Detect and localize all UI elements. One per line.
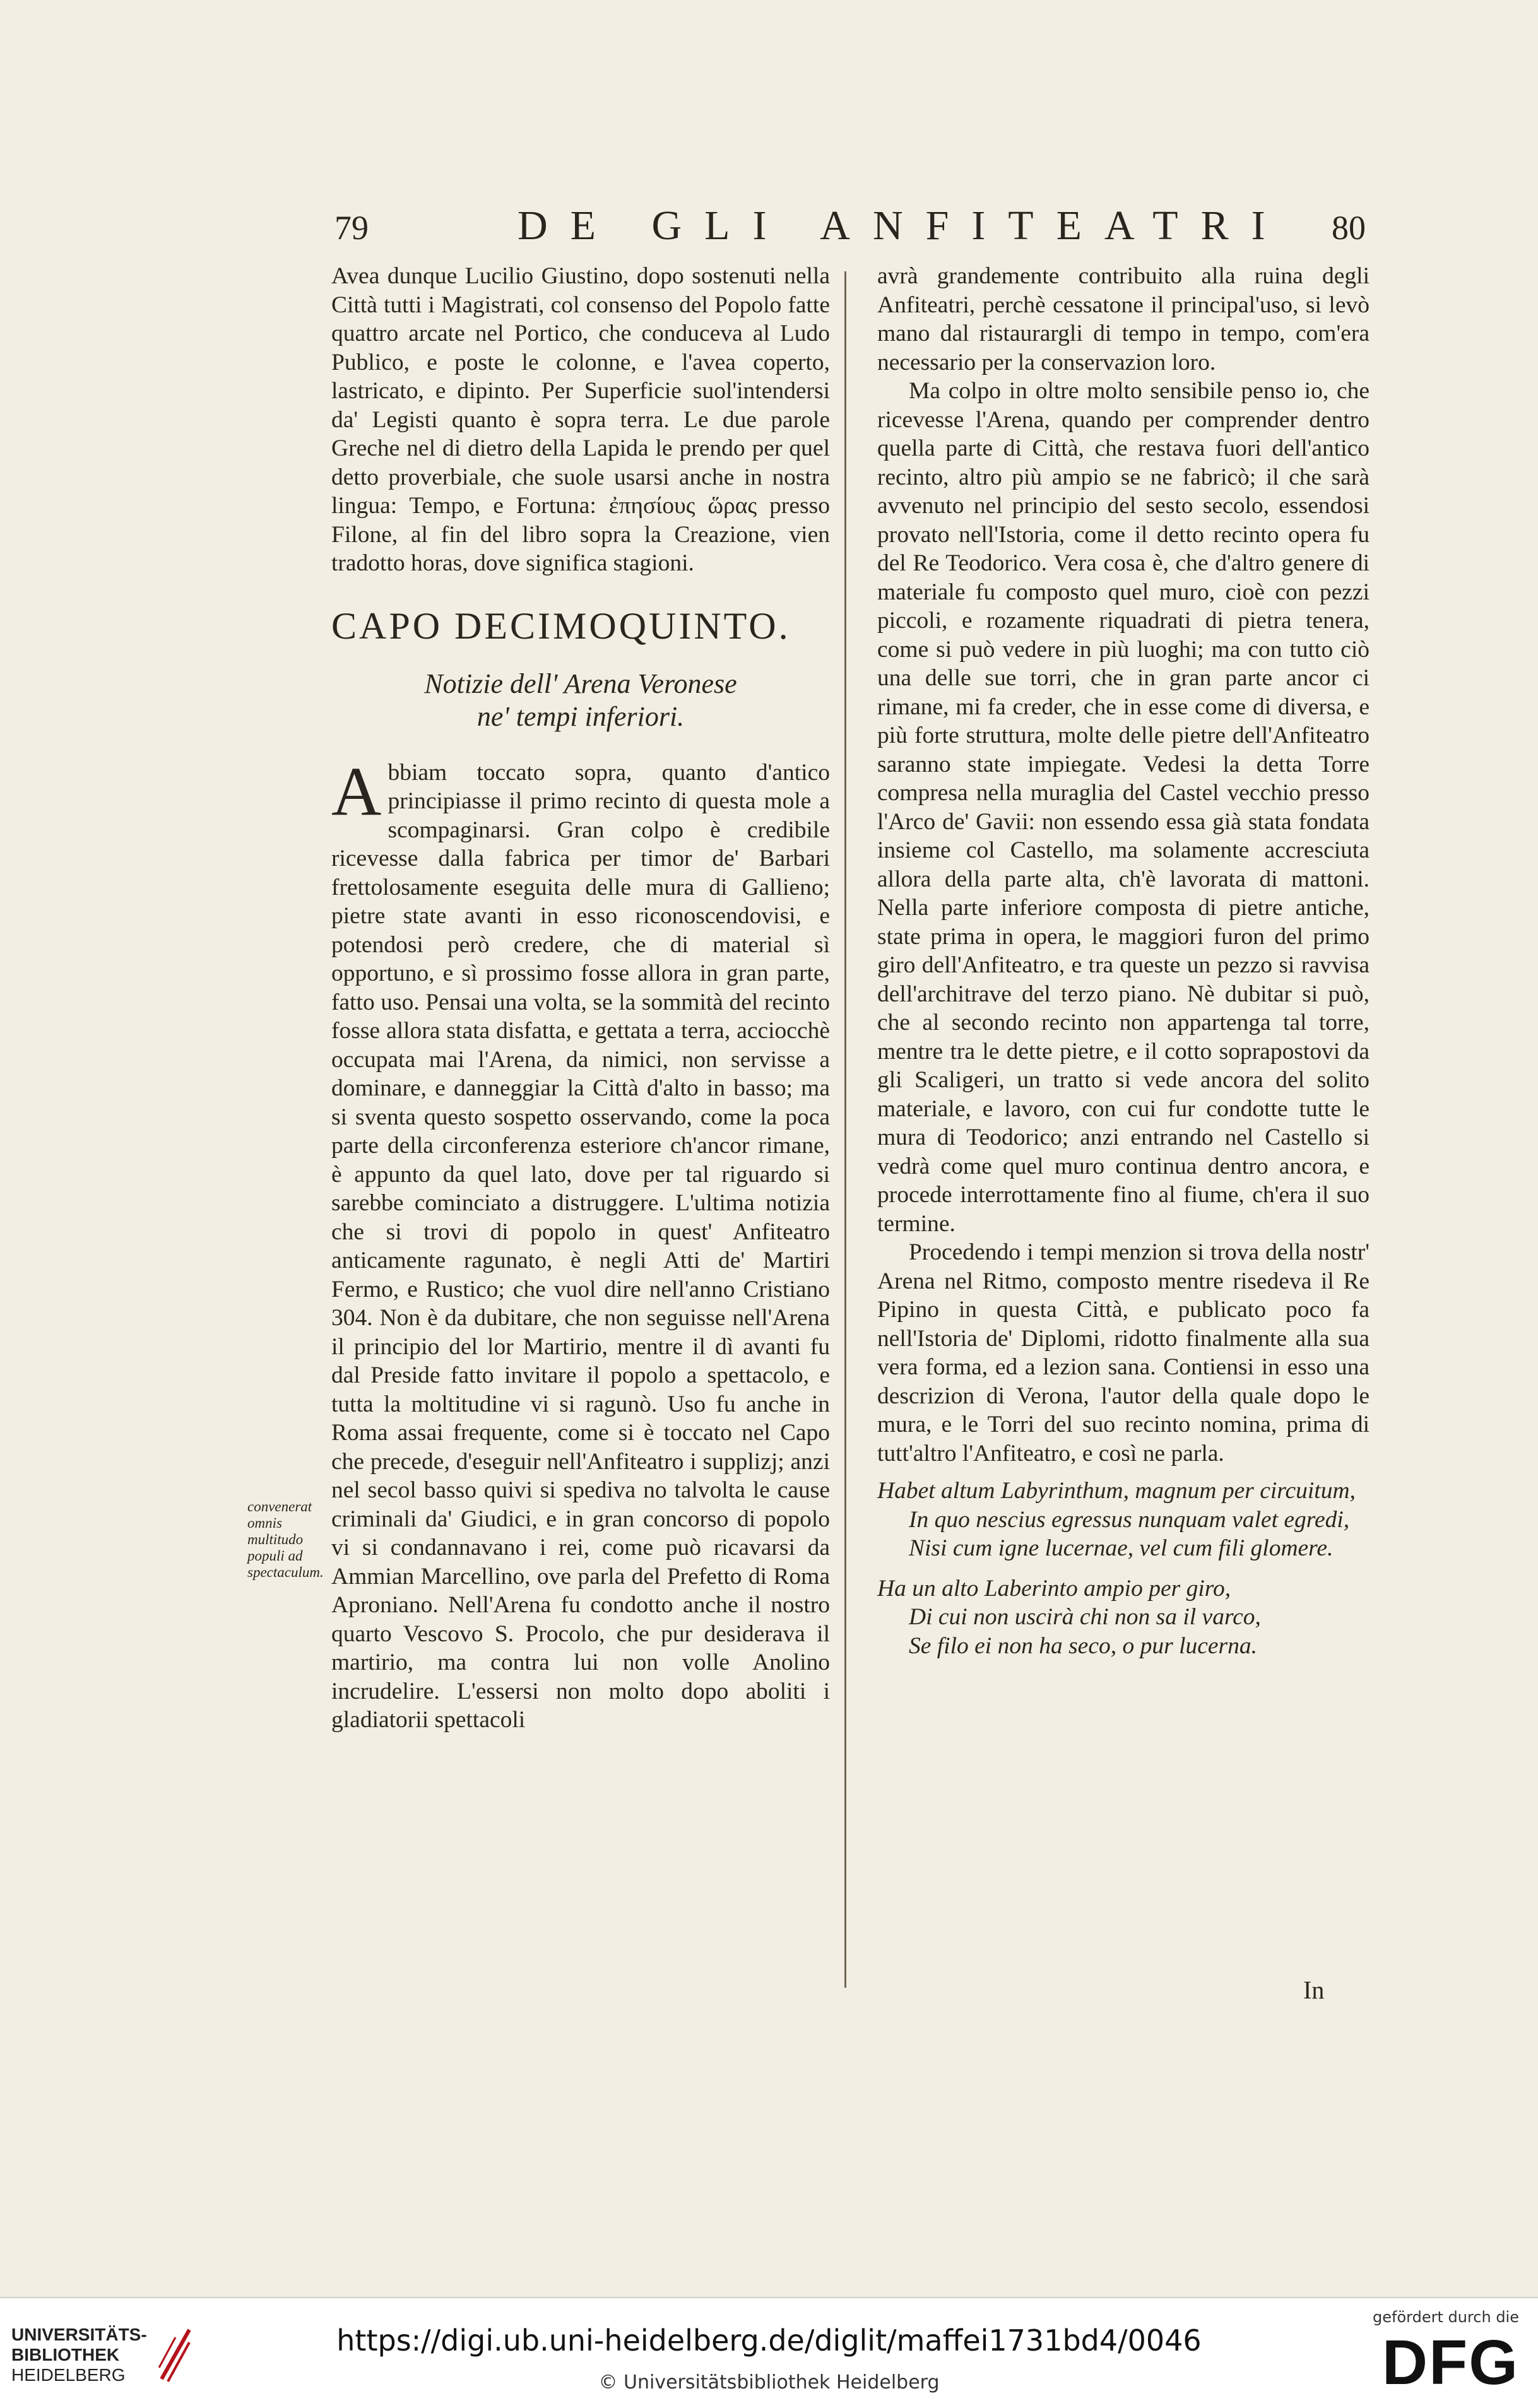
italian-verse — [877, 1574, 1369, 1661]
page-header — [0, 189, 1538, 265]
library-name-line-1: UNIVERSITÄTS- — [11, 2325, 147, 2344]
page-number-right: 80 — [1332, 209, 1366, 247]
library-name-line-3: HEIDELBERG — [11, 2365, 126, 2385]
latin-verse-line-2: In quo nescius egressus nunquam valet egredi, — [909, 1506, 1350, 1533]
dfg-logo: DFG — [1381, 2327, 1519, 2398]
left-paragraph-2 — [331, 752, 830, 1735]
margin-note: convenerat omnis multitudo populi ad spectaculum. — [247, 1499, 324, 1580]
italian-verse-line-1: Ha un alto Laberinto ampio per giro, — [877, 1575, 1231, 1602]
page-number-left: 79 — [334, 209, 369, 247]
latin-verse-line-3: Nisi cum igne lucernae, vel cum fili glomere. — [909, 1535, 1334, 1561]
latin-verse-line-1: Habet altum Labyrinthum, magnum per circuitum, — [877, 1478, 1356, 1504]
right-paragraph-2: Ma colpo in oltre molto sensibile penso io, che ricevesse l'Arena, quando per comprender dentro quella parte di Città, che restava fuori dell'antico recinto, altro più ampio se ne fabricò; il che sarà avvenuto nel principio del sesto secolo, essendosi provato nell'Istoria, come il detto recinto opera fu del Re Teodorico. Vera cosa è, che d'altro genere di materiale fu composto quel muro, cioè con pezzi piccoli, e rozamente riquadrati di pietra tenera, come si può vedere in più luoghi; ma con tutto ciò una delle sue torri, che in gran parte ancor ci rimane, mi fa creder, che in esse come di diversa, e più forte struttura, molte delle pietre dell'Anfiteatro saranno state impiegate. Vedesi la detta Torre compresa nella muraglia del Castel vecchio presso l'Arco de' Gavii: non essendo essa già stata fondata insieme col Castello, ma solamente accresciuta allora della parte alta, ch'è lavorata di mattoni. Nella parte inferiore composta di pietre antiche, state prima in opera, le maggiori furon del primo giro dell'Anfiteatro, e tra queste un pezzo si ravvisa dell'architrave del terzo piano. Nè dubitar si può, che al secondo recinto non appartenga tal torre, mentre tra le dette pietre, e il cotto soprapostovi da gli Scaligeri, un tratto si vede ancora del solito materiale, e lavoro, con cui fur condotte tutte le mura di Teodorico; anzi entrando nel Castello si vedrà come quel muro continua dentro ancora, e procede interrottamente fino al fiume, ch'era il suo termine. — [877, 378, 1369, 1237]
chapter-subtitle — [331, 668, 830, 733]
right-paragraph-3: Procedendo i tempi menzion si trova della nostr' Arena nel Ritmo, composto mentre risedeva il Re Pipino in questa Città, e publicato poco fa nell'Istoria de' Diplomi, ridotto finalmente alla sua vera forma, ed a lezion sana. Contiensi in esso una descrizion di Verona, l'autor della quale dopo le mura, e le Torri del suo recinto nomina, prima di tutt'altro l'Anfiteatro, e così ne parla. — [877, 1239, 1369, 1467]
running-title: DE GLI ANFITEATRI — [518, 203, 1288, 249]
catchword: In — [1303, 1976, 1325, 2004]
subtitle-line-1: Notizie dell' Arena Veronese — [424, 668, 737, 699]
funded-by-label: gefördert durch die — [1373, 2308, 1519, 2326]
subtitle-line-2: ne' tempi inferiori. — [476, 700, 685, 732]
latin-verse — [877, 1477, 1369, 1563]
left-column — [331, 262, 830, 1735]
left-paragraph-1: Avea dunque Lucilio Giustino, dopo sostenuti nella Città tutti i Magistrati, col consenso del Popolo fatte quattro arcate nel Portico, che conduceva al Ludo Publico, e poste le colonne, e l'avea coperto, lastricato, e dipinto. Per Superficie suol'intendersi da' Legisti quanto è sopra terra. Le due parole Greche nel di dietro della Lapida le prendo per quel detto proverbiale, che suole usarsi anche in nostra lingua: Tempo, e Fortuna: ἐπησίους ὥρας presso Filone, al fin del libro sopra la Creazione, vien tradotto horas, dove significa stagioni. — [331, 263, 830, 576]
column-divider — [844, 271, 846, 1988]
italian-verse-line-2: Di cui non uscirà chi non sa il varco, — [909, 1604, 1261, 1630]
right-column — [877, 262, 1369, 1660]
viewer-footer — [0, 2297, 1538, 2408]
library-name-line-2: BIBLIOTHEK — [11, 2345, 120, 2364]
left-paragraph-2-text: bbiam toccato sopra, quanto d'antico principiasse il primo recinto di questa mole a scompaginarsi. Gran colpo è credibile ricevesse dalla fabrica per timor de' Barbari frettolosamente eseguita delle mura di Gallieno; pietre state avanti in esso riconoscendovisi, e potendosi però credere, che di material sì opportuno, e sì prossimo fosse allora in gran parte, fatto uso. Pensai una volta, se la sommità del recinto fosse allora stata disfatta, e gettata a terra, acciocchè occupata mai l'Arena, da nimici, non servisse a dominare, e danneggiar la Città d'alto in basso; ma si sventa questo sospetto osservando, come la poca parte della circonferenza esteriore ch'ancor rimane, è appunto da quel lato, dove per tal riguardo si sarebbe cominciato a distruggere. L'ultima notizia che si trovi di popolo in quest' Anfiteatro anticamente ragunato, è negli Atti de' Martiri Fermo, e Rustico; che vuol dire nell'anno Cristiano 304. Non è da dubitare, che non seguisse nell'Arena il principio del lor Martirio, mentre il dì avanti fu dal Preside fatto invitare il popolo a spettacolo, e tutta la moltitudine vi si ragunò. Uso fu anche in Roma assai frequente, come si è toccato nel Capo che precede, d'eseguir nell'Anfiteatro i supplizj; anzi nel secol basso quivi si spediva no talvolta le cause criminali da' Giudici, e in gran concorso di popolo vi si condannavano i rei, come può ricavarsi da Ammian Marcellino, ove parla del Prefetto di Roma Aproniano. Nell'Arena fu condotto anche il nostro quarto Vescovo S. Procolo, che pur desiderava il martirio, ma contra lui non volle Anolino incrudelire. L'essersi non molto dopo aboliti i gladiatorii spettacoli — [331, 759, 830, 1733]
right-paragraph-1: avrà grandemente contribuito alla ruina degli Anfiteatri, perchè cessatone il principal'uso, si levò mano dal ristaurargli di tempo in tempo, com'era necessario per la conservazion loro. — [877, 263, 1369, 375]
drop-cap: A — [331, 752, 382, 830]
copyright-notice: © Universitätsbibliothek Heidelberg — [598, 2371, 940, 2393]
chapter-title: CAPO DECIMOQUINTO. — [331, 605, 791, 647]
permalink-url[interactable]: https://digi.ub.uni-heidelberg.de/diglit/maffei1731bd4/0046 — [336, 2323, 1202, 2358]
italian-verse-line-3: Se filo ei non ha seco, o pur lucerna. — [909, 1632, 1257, 1659]
